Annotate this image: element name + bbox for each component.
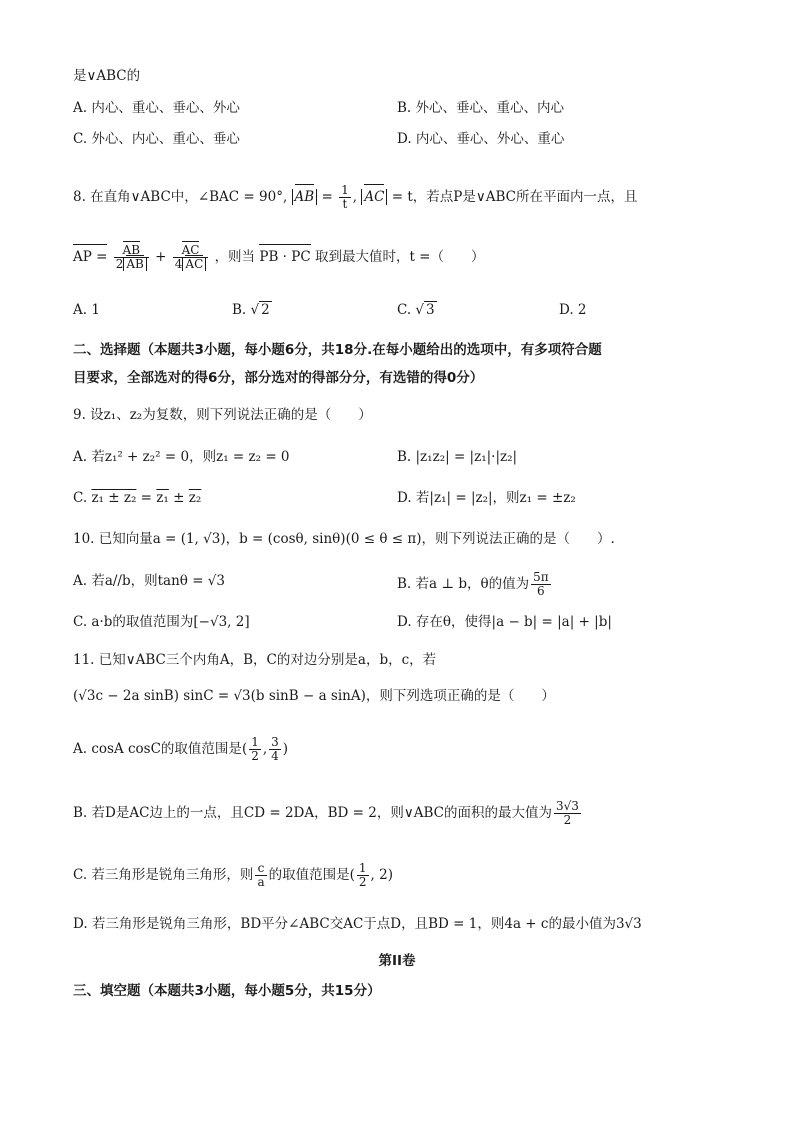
q9-option-d: D. 若|z₁| = |z₂|，则z₁ = ±z₂ xyxy=(397,490,576,506)
q8-stem-line1: 8. 在直角∨ABC中，∠BAC = 90°, AB = $\frac{1}{t}$ , AC = t，若点P是∨ABC所在平面内一点，且 xyxy=(73,183,638,211)
q8-option-c-radicand: 3 xyxy=(426,302,435,318)
q8-option-a: A. 1 xyxy=(73,302,100,318)
q8-suffix: ，若点P是∨ABC所在平面内一点，且 xyxy=(412,189,638,205)
section2-heading-line2: 目要求，全部选对的得6分，部分选对的得部分分，有选错的得0分） xyxy=(73,370,484,386)
q9-option-c: C. z₁ ± z₂ = z₁ ± z₂ xyxy=(73,490,202,506)
q8-stem-line2 xyxy=(73,244,484,271)
q8-frac-ac: $\frac{AC}{4 AC}$ xyxy=(173,244,209,271)
q7-option-c: C. 外心、内心、重心、垂心 xyxy=(73,131,240,147)
section3-heading: 三、填空题（本题共3小题，每小题5分，共15分） xyxy=(73,983,381,999)
q8-vec-ac: AC xyxy=(364,189,385,205)
q7-option-b: B. 外心、垂心、重心、内心 xyxy=(397,100,565,116)
q9-stem: 9. 设z₁、z₂为复数，则下列说法正确的是（ ） xyxy=(73,407,372,423)
q11-option-b: B. 若D是AC边上的一点，且CD = 2DA，BD = 2，则∨ABC的面积的最大值为 $\frac{3√3}{2}$ xyxy=(73,799,579,827)
section2-heading-line1: 二、选择题（本题共3小题，每小题6分，共18分.在每小题给出的选项中，有多项符合题 xyxy=(73,342,602,358)
q10-option-a: A. 若a//b，则tanθ = √3 xyxy=(73,573,226,589)
q7-stem-tail: 是∨ABC的 xyxy=(73,68,141,84)
q8-ac-eq: = t xyxy=(391,189,413,205)
part2-title: 第II卷 xyxy=(378,953,416,969)
q8-line2-suffix: 取到最大值时，t =（ ） xyxy=(314,249,485,265)
q9-option-b: B. |z₁z₂| = |z₁|·|z₂| xyxy=(397,449,518,465)
q8-frac-1-over-t: $\frac{1}{t}$ xyxy=(341,183,349,211)
q7-option-d: D. 内心、垂心、外心、重心 xyxy=(397,131,565,147)
q9-option-a: A. 若z₁² + z₂² = 0，则z₁ = z₂ = 0 xyxy=(73,449,290,465)
q7-option-a: A. 内心、重心、垂心、外心 xyxy=(73,100,240,116)
q8-ab-eq: = xyxy=(321,189,338,205)
q8-plus: + xyxy=(155,249,167,265)
q8-vec-ab: AB xyxy=(294,189,315,205)
q8-abs-ac xyxy=(361,189,387,205)
q11-option-d: D. 若三角形是锐角三角形，BD平分∠ABC交AC于点D，且BD = 1，则4a + c的最小值为3√3 xyxy=(73,916,642,932)
q10-option-c: C. a·b的取值范围为[−√3, 2] xyxy=(73,614,250,630)
q8-abs-ab xyxy=(292,189,318,205)
q8-angle: ∠BAC = 90°, xyxy=(197,189,288,205)
q10-option-b: B. 若a ⊥ b，θ的值为 $\frac{5\pi}{6}$ xyxy=(397,570,549,598)
q8-frac-ab: $\frac{AB}{2 AB}$ xyxy=(114,244,149,271)
q11-stem-line2: (√3c − 2a sinB) sinC = √3(b sinB − a sinA)，则下列选项正确的是（ ） xyxy=(73,688,555,704)
q11-option-a: A. cosA cosC的取值范围是( $\frac{1}{2}$ , $\frac{3}{4}$ ) xyxy=(73,735,289,763)
q8-option-c: C. √ 3 xyxy=(397,302,435,318)
q8-ap: AP = xyxy=(73,249,108,265)
q8-option-d: D. 2 xyxy=(559,302,587,318)
q8-option-b-radicand: 2 xyxy=(261,302,270,318)
q11-stem-line1: 11. 已知∨ABC三个内角A，B，C的对边分别是a，b，c，若 xyxy=(73,652,437,668)
q8-prefix: 8. 在直角∨ABC中， xyxy=(73,189,198,205)
q8-option-b: B. √ 2 xyxy=(232,302,270,318)
q10-stem: 10. 已知向量a = (1, √3)，b = (cosθ, sinθ)(0 ≤ θ ≤ π)，则下列说法正确的是（ ）. xyxy=(73,531,615,547)
q8-pb-pc: PB · PC xyxy=(259,249,311,265)
q11-option-c: C. 若三角形是锐角三角形，则 $\frac{c}{a}$ 的取值范围是( $\frac{1}{2}$ , 2) xyxy=(73,861,393,889)
q10-option-d: D. 存在θ，使得|a − b| = |a| + |b| xyxy=(397,614,612,630)
q8-mid: ，则当 xyxy=(214,249,256,265)
